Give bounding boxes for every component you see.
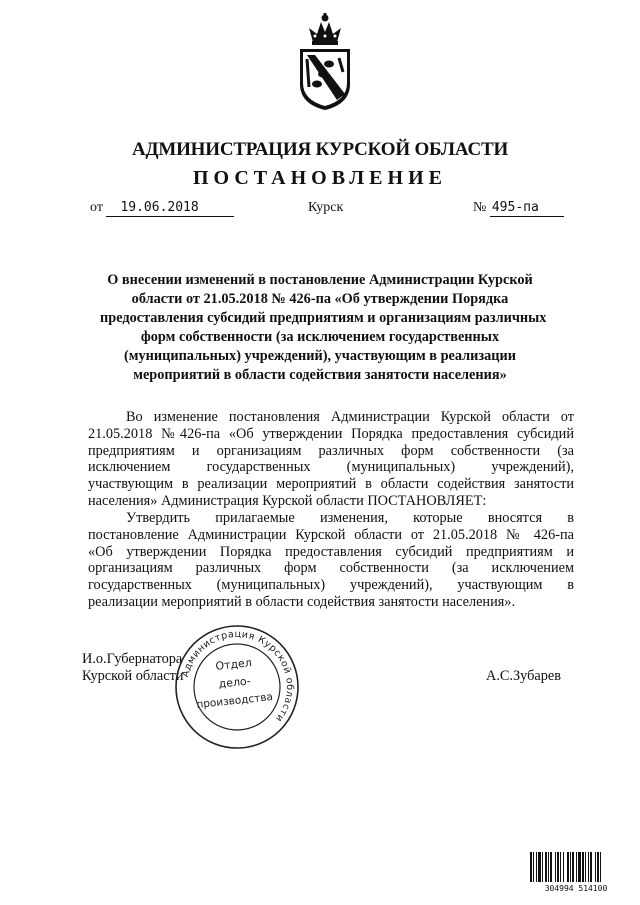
barcode-bar [585,852,586,882]
barcode-bar [557,852,559,882]
paragraph-line: государственных (муниципальных) учреждений), участвующим в [88,577,574,594]
barcode-bar [548,852,549,882]
title-line: (муниципальных) учреждений), участвующим в реализации [123,348,517,364]
title-line: форм собственности (за исключением государственных [140,329,500,345]
barcode-bar [570,852,571,882]
document-title [100,271,547,385]
paragraph-line: предприятиям и организациям различных форм собственности (за [88,442,574,459]
paragraph-line: реализации мероприятий в области содействия занятости населения». [88,593,516,610]
preamble-paragraph [88,409,574,510]
document-number: 495-па [490,201,564,217]
shield-icon [300,49,350,110]
signatory-position [82,651,184,685]
barcode-bar [538,852,541,882]
paragraph-line: исключением государственных (муниципальных) учреждений), [88,459,574,476]
barcode-bar [595,852,596,882]
paragraph-line: «Об утверждении Порядка предоставления субсидий предприятиям и [88,543,574,560]
paragraph-line: 21.05.2018 №426-па «Об утверждении Порядка предоставления субсидий [88,425,574,442]
paragraph-line: Во изменение постановления Администрации Курской области от [126,409,574,425]
position-line: И.о.Губернатора [82,651,183,667]
barcode-bar [597,852,599,882]
barcode [529,852,623,892]
position-line: Курской области [82,668,184,684]
barcode-bar [578,852,581,882]
barcode-bar [530,852,532,882]
resolution-paragraph [88,510,574,611]
document-date: 19.06.2018 [106,201,234,217]
coat-of-arms-emblem [293,12,357,112]
barcode-bar [545,852,547,882]
barcode-bar [572,852,574,882]
barcode-bar [536,852,537,882]
barcode-bar [590,852,592,882]
document-number-field [473,200,564,217]
crown-icon [309,13,341,45]
barcode-bar [588,852,589,882]
authority-name: АДМИНИСТРАЦИЯ КУРСКОЙ ОБЛАСТИ [131,139,509,160]
paragraph-line: организациям различных форм собственности (за исключением [88,560,574,577]
barcode-number: 304994 514100 [544,884,608,892]
stamp-line: дело- [217,674,252,691]
barcode-bar [560,852,561,882]
number-prefix: № [473,200,487,215]
office-stamp [172,622,302,752]
stamp-line: производства [195,691,274,711]
barcode-bar [582,852,584,882]
barcode-bar [542,852,543,882]
barcode-bar [555,852,556,882]
paragraph-line: населения» Администрация Курской области ПОСТАНОВЛЯЕТ: [88,492,487,509]
document-date-field [90,200,234,217]
title-line: О внесении изменений в постановление Администрации Курской [107,272,533,288]
title-line: предоставления субсидий предприятиям и организациям различных [100,310,547,326]
stamp-line: Отдел [214,656,253,673]
barcode-bar [533,852,534,882]
barcode-bars [530,852,601,882]
paragraph-line: Утвердить прилагаемые изменения, которые вносятся в [126,510,574,526]
barcode-bar [600,852,601,882]
barcode-bar [567,852,569,882]
paragraph-line: участвующим в реализации мероприятий в области содействия занятости [88,476,574,493]
title-line: области от 21.05.2018 № 426-па «Об утверждении Порядка [131,291,509,307]
document-type: ПОСТАНОВЛЕНИЕ [193,167,447,189]
paragraph-line: постановление Администрации Курской области от 21.05.2018 № 426-па [88,526,574,543]
title-line: мероприятий в области содействия занятости населения» [133,367,507,383]
barcode-bar [550,852,552,882]
barcode-bar [576,852,577,882]
stamp-ring-text: Администрация Курской области [180,628,296,724]
signatory-name: А.С.Зубарев [486,668,561,684]
document-city: Курск [308,200,344,215]
date-prefix: от [90,200,103,215]
barcode-bar [563,852,564,882]
